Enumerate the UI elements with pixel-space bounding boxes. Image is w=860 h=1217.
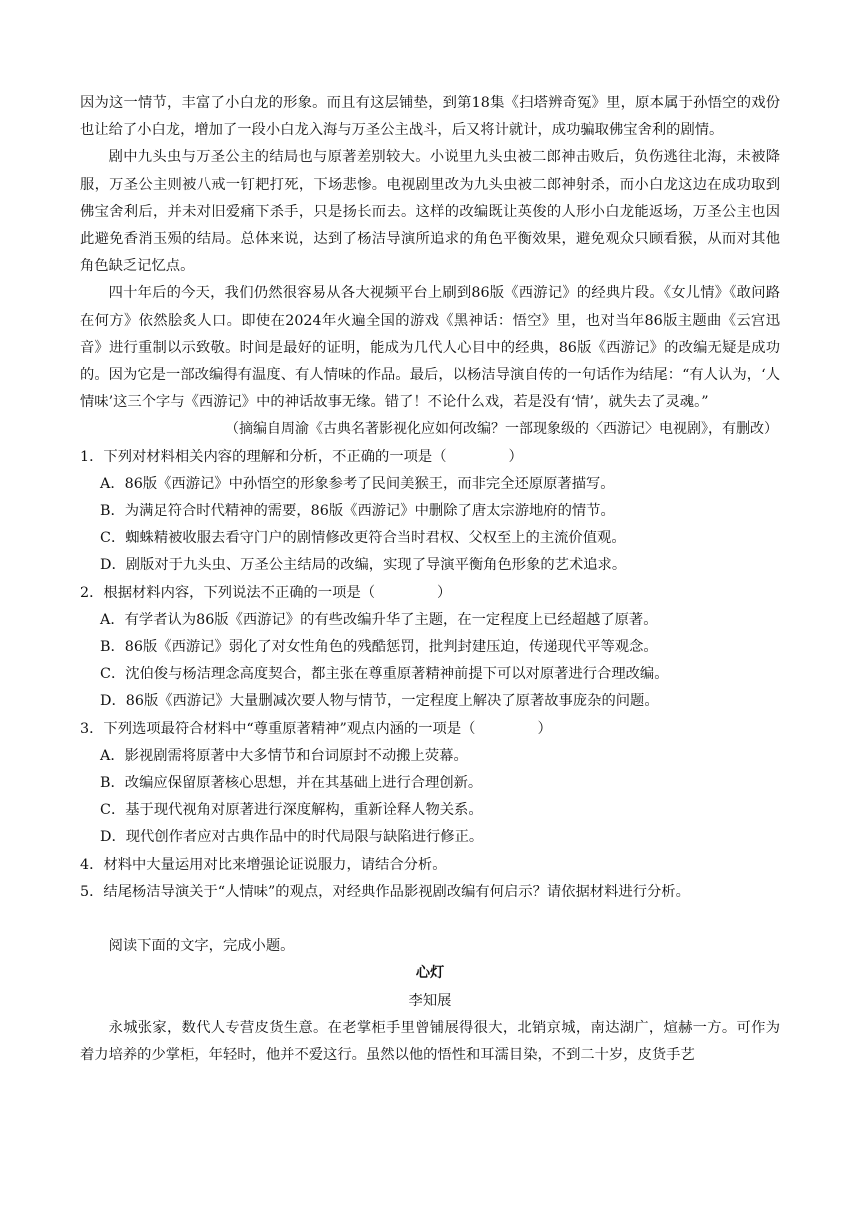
option-c: C．基于现代视角对原著进行深度解构，重新诠释人物关系。	[100, 802, 483, 819]
option-d: D．现代创作者应对古典作品中的时代局限与缺陷进行修正。	[100, 829, 484, 846]
option-b: B．改编应保留原著核心思想，并在其基础上进行合理创新。	[100, 775, 483, 792]
question-stem: 3．下列选项最符合材料中“尊重原著精神”观点内涵的一项是（ ）	[80, 720, 552, 737]
option-d: D．86版《西游记》大量删减次要人物与情节，一定程度上解决了原著故事庞杂的问题。	[100, 693, 659, 710]
section-gap	[80, 906, 780, 933]
option-b: B．86版《西游记》弱化了对女性角色的残酷惩罚，批判封建压迫，传递现代平等观念。	[100, 639, 658, 656]
option-a: A．有学者认为86版《西游记》的有些改编升华了主题，在一定程度上已经超越了原著。	[100, 611, 658, 628]
option-a: A．影视剧需将原著中大多情节和台词原封不动搬上荧幕。	[100, 747, 468, 764]
passage-paragraph-2: 剧中九头虫与万圣公主的结局也与原著差别较大。小说里九头虫被二郎神击败后，负伤逃往北海，未被降服，万圣公主则被八戒一钉耙打死，下场悲惨。电视剧里改为九头虫被二郎神射杀，而小白龙这边在成功取到佛宝舍利后，并未对旧爱痛下杀手，只是扬长而去。这样的改编既让英俊的人形小白龙能返场，万圣公主也因此避免香消玉殒的结局。总体来说，达到了杨洁导演所追求的角色平衡效果，避免观众只顾看猴，从而对其他角色缺乏记忆点。	[80, 149, 780, 275]
question-1	[80, 444, 780, 580]
question-4: 4．材料中大量运用对比来增强论证说服力，请结合分析。	[80, 856, 447, 873]
story-paragraph-1: 永城张家，数代人专营皮货生意。在老掌柜手里曾铺展得很大，北销京城，南达湖广，煊赫一方。可作为着力培养的少掌柜，年轻时，他并不爱这行。虽然以他的悟性和耳濡目染，不到二十岁，皮货手艺	[80, 1019, 780, 1063]
document-page	[80, 90, 780, 1069]
question-3	[80, 716, 780, 852]
reading-intro: 阅读下面的文字，完成小题。	[108, 938, 295, 955]
question-2	[80, 580, 780, 716]
question-5: 5．结尾杨洁导演关于“人情味”的观点，对经典作品影视剧改编有何启示？请依据材料进行分析。	[80, 883, 690, 900]
option-b: B．为满足符合时代精神的需要，86版《西游记》中删除了唐太宗游地府的情节。	[100, 503, 615, 520]
question-stem: 1．下列对材料相关内容的理解和分析，不正确的一项是（ ）	[80, 448, 523, 465]
story-author: 李知展	[408, 992, 452, 1009]
passage-source: （摘编自周渝《古典名著影视化应如何改编？一部现象级的〈西游记〉电视剧》，有删改）	[225, 421, 778, 438]
passage-paragraph-3: 四十年后的今天，我们仍然很容易从各大视频平台上刷到86版《西游记》的经典片段。《女儿情》《敢问路在何方》依然脍炙人口。即使在2024年火遍全国的游戏《黑神话：悟空》里，也对当年86版主题曲《云宫迅音》进行重制以示致敬。时间是最好的证明，能成为几代人心目中的经典，86版《西游记》的改编无疑是成功的。因为它是一部改编得有温度、有人情味的作品。最后，以杨洁导演自传的一句话作为结尾：“有人认为，‘人情味’这三个字与《西游记》中的神话故事无缘。错了！不论什么戏，若是没有‘情’，就失去了灵魂。”	[80, 285, 780, 411]
option-a: A．86版《西游记》中孙悟空的形象参考了民间美猴王，而非完全还原原著描写。	[100, 475, 615, 492]
option-c: C．蜘蛛精被收服去看守门户的剧情修改更符合当时君权、父权至上的主流价值观。	[100, 530, 626, 547]
passage-paragraph-1: 因为这一情节，丰富了小白龙的形象。而且有这层铺垫，到第18集《扫塔辨奇冤》里，原本属于孙悟空的戏份也让给了小白龙，增加了一段小白龙入海与万圣公主战斗，后又将计就计，成功骗取佛宝舍利的剧情。	[80, 95, 780, 139]
option-c: C．沈伯俊与杨洁理念高度契合，都主张在尊重原著精神前提下可以对原著进行合理改编。	[100, 666, 669, 683]
story-title: 心灯	[415, 965, 445, 982]
question-stem: 2．根据材料内容，下列说法不正确的一项是（ ）	[80, 584, 452, 601]
option-d: D．剧版对于九头虫、万圣公主结局的改编，实现了导演平衡角色形象的艺术追求。	[100, 557, 627, 574]
